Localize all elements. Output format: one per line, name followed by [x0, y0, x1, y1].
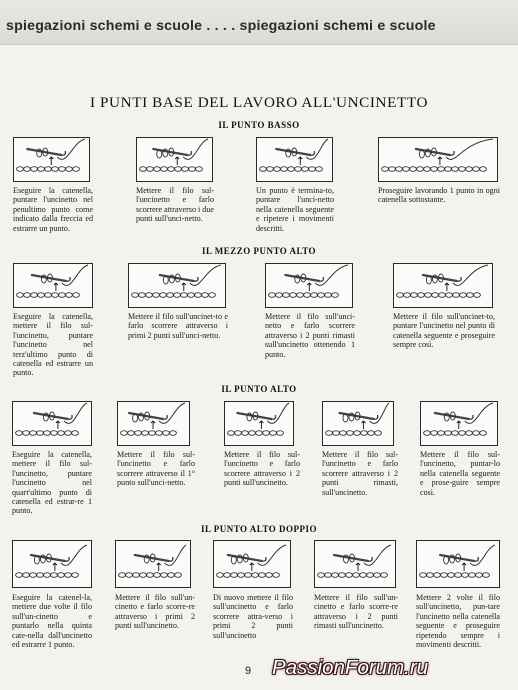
page-number: 9	[245, 665, 252, 677]
diagram-punto-alto-4	[322, 401, 394, 446]
diagram-punto-alto-3	[224, 401, 294, 446]
crochet-illustration	[315, 541, 395, 587]
diagram-punto-basso-4	[378, 137, 498, 182]
step-caption: Eseguire la catenella, mettere il filo sul-l'uncinetto, puntare l'uncinetto nel terz'ultimo punto di catenella ed estrarre un punto.	[13, 312, 93, 378]
section-title-punto-alto-doppio: IL PUNTO ALTO DOPPIO	[200, 524, 318, 534]
step-caption: Eseguire la catenel-la, mettere due volte il filo sull'un-cinetto e puntarlo nella quinta cate-nella dall'uncinetto ed estrarre 1 punto.	[12, 593, 92, 650]
diagram-punto-alto-doppio-1	[12, 540, 92, 588]
step-caption: Mettere il filo sul-l'uncinetto e farlo scorrere attraverso i due punti sull'unci-netto.	[136, 186, 214, 224]
crochet-illustration	[257, 138, 332, 181]
section-title-mezzo-punto-alto: IL MEZZO PUNTO ALTO	[201, 246, 317, 256]
crochet-illustration	[13, 541, 91, 587]
diagram-punto-alto-1	[12, 401, 92, 446]
step-caption: Mettere il filo sull'uncinet-to e farlo scorrere attraverso i primi 2 punti sull'unci-netto.	[128, 312, 228, 340]
diagram-punto-basso-2	[136, 137, 213, 182]
step-caption: Di nuovo mettere il filo sull'uncinetto e farlo scorrere attra-verso i primi 2 punti sull'uncinetto	[213, 593, 293, 640]
step-caption: Mettere il filo sul-l'uncinetto e farlo scorrere attraverso i 2 punti sull'uncinetto.	[224, 450, 300, 488]
crochet-illustration	[14, 138, 89, 181]
step-caption: Un punto è termina-to, puntare l'unci-netto nella catenella seguente e ripetere i movimenti descritti.	[256, 186, 334, 233]
diagram-mezzo-punto-alto-2	[128, 263, 226, 308]
step-caption: Mettere il filo sul-l'uncinetto e farlo scorrere attraverso il 1° punto sull'unci-netto.	[117, 450, 195, 488]
diagram-punto-alto-doppio-3	[213, 540, 291, 588]
watermark: PassionForum.ru	[272, 656, 429, 679]
crochet-illustration	[323, 402, 393, 445]
crochet-illustration	[13, 402, 91, 445]
step-caption: Mettere il filo sull'unci-netto e farlo scorrere attraverso i 2 punti rimasti sull'uncinetto ottenendo 1 punto.	[265, 312, 355, 359]
step-caption: Mettere il filo sul-l'uncinetto e farlo scorrere attraverso i 2 punti rimasti, sull'uncinetto.	[322, 450, 398, 497]
diagram-mezzo-punto-alto-1	[13, 263, 93, 308]
header-banner	[0, 0, 518, 45]
step-caption: Eseguire la catenella, puntare l'uncinetto nel penultimo punto come indicato dalla freccia ed estrarre un punto.	[13, 186, 93, 233]
crochet-illustration	[379, 138, 497, 181]
crochet-illustration	[129, 264, 225, 307]
crochet-illustration	[417, 541, 499, 587]
crochet-illustration	[214, 541, 290, 587]
crochet-illustration	[225, 402, 293, 445]
header-banner-text: spiegazioni schemi e scuole . . . . spiegazioni schemi e scuole	[6, 18, 436, 34]
crochet-illustration	[266, 264, 352, 307]
crochet-illustration	[14, 264, 92, 307]
diagram-punto-alto-5	[420, 401, 498, 446]
crochet-illustration	[137, 138, 212, 181]
diagram-mezzo-punto-alto-4	[393, 263, 493, 308]
crochet-illustration	[116, 541, 190, 587]
step-caption: Proseguire lavorando 1 punto in ogni catenella sottostante.	[378, 186, 500, 205]
diagram-punto-alto-doppio-4	[314, 540, 396, 588]
step-caption: Mettere il filo sul-l'uncinetto, puntar-lo nella catenella seguente e prose-guire sempre così.	[420, 450, 500, 497]
step-caption: Mettere 2 volte il filo sull'uncinetto, pun-tare l'uncinetto nella catenella seguente e proseguire ripetendo sempre i movimenti descritti.	[416, 593, 500, 650]
step-caption: Mettere il filo sull'un-cinetto e farlo scorre-re attraverso i primi 2 punti sull'uncinetto.	[115, 593, 195, 631]
diagram-punto-alto-doppio-2	[115, 540, 191, 588]
diagram-punto-alto-2	[117, 401, 190, 446]
page-title: I PUNTI BASE DEL LAVORO ALL'UNCINETTO	[89, 94, 429, 111]
diagram-punto-basso-3	[256, 137, 333, 182]
diagram-mezzo-punto-alto-3	[265, 263, 353, 308]
crochet-illustration	[421, 402, 497, 445]
step-caption: Mettere il filo sull'uncinet-to, puntare l'uncinetto nel punto di catenella seguente e proseguire sempre così.	[393, 312, 495, 350]
step-caption: Mettere il filo sull'un-cinetto e farlo scorre-re attraverso i 2 punti rimasti sull'uncinetto.	[314, 593, 398, 631]
crochet-illustration	[394, 264, 492, 307]
diagram-punto-basso-1	[13, 137, 90, 182]
section-title-punto-basso: IL PUNTO BASSO	[218, 120, 300, 130]
diagram-punto-alto-doppio-5	[416, 540, 500, 588]
section-title-punto-alto: IL PUNTO ALTO	[221, 384, 297, 394]
step-caption: Eseguire la catenella, mettere il filo sul-l'uncinetto, puntare l'uncinetto nel quart'ultimo punto di catenella ed estrar-re 1 punto.	[12, 450, 92, 516]
crochet-illustration	[118, 402, 189, 445]
